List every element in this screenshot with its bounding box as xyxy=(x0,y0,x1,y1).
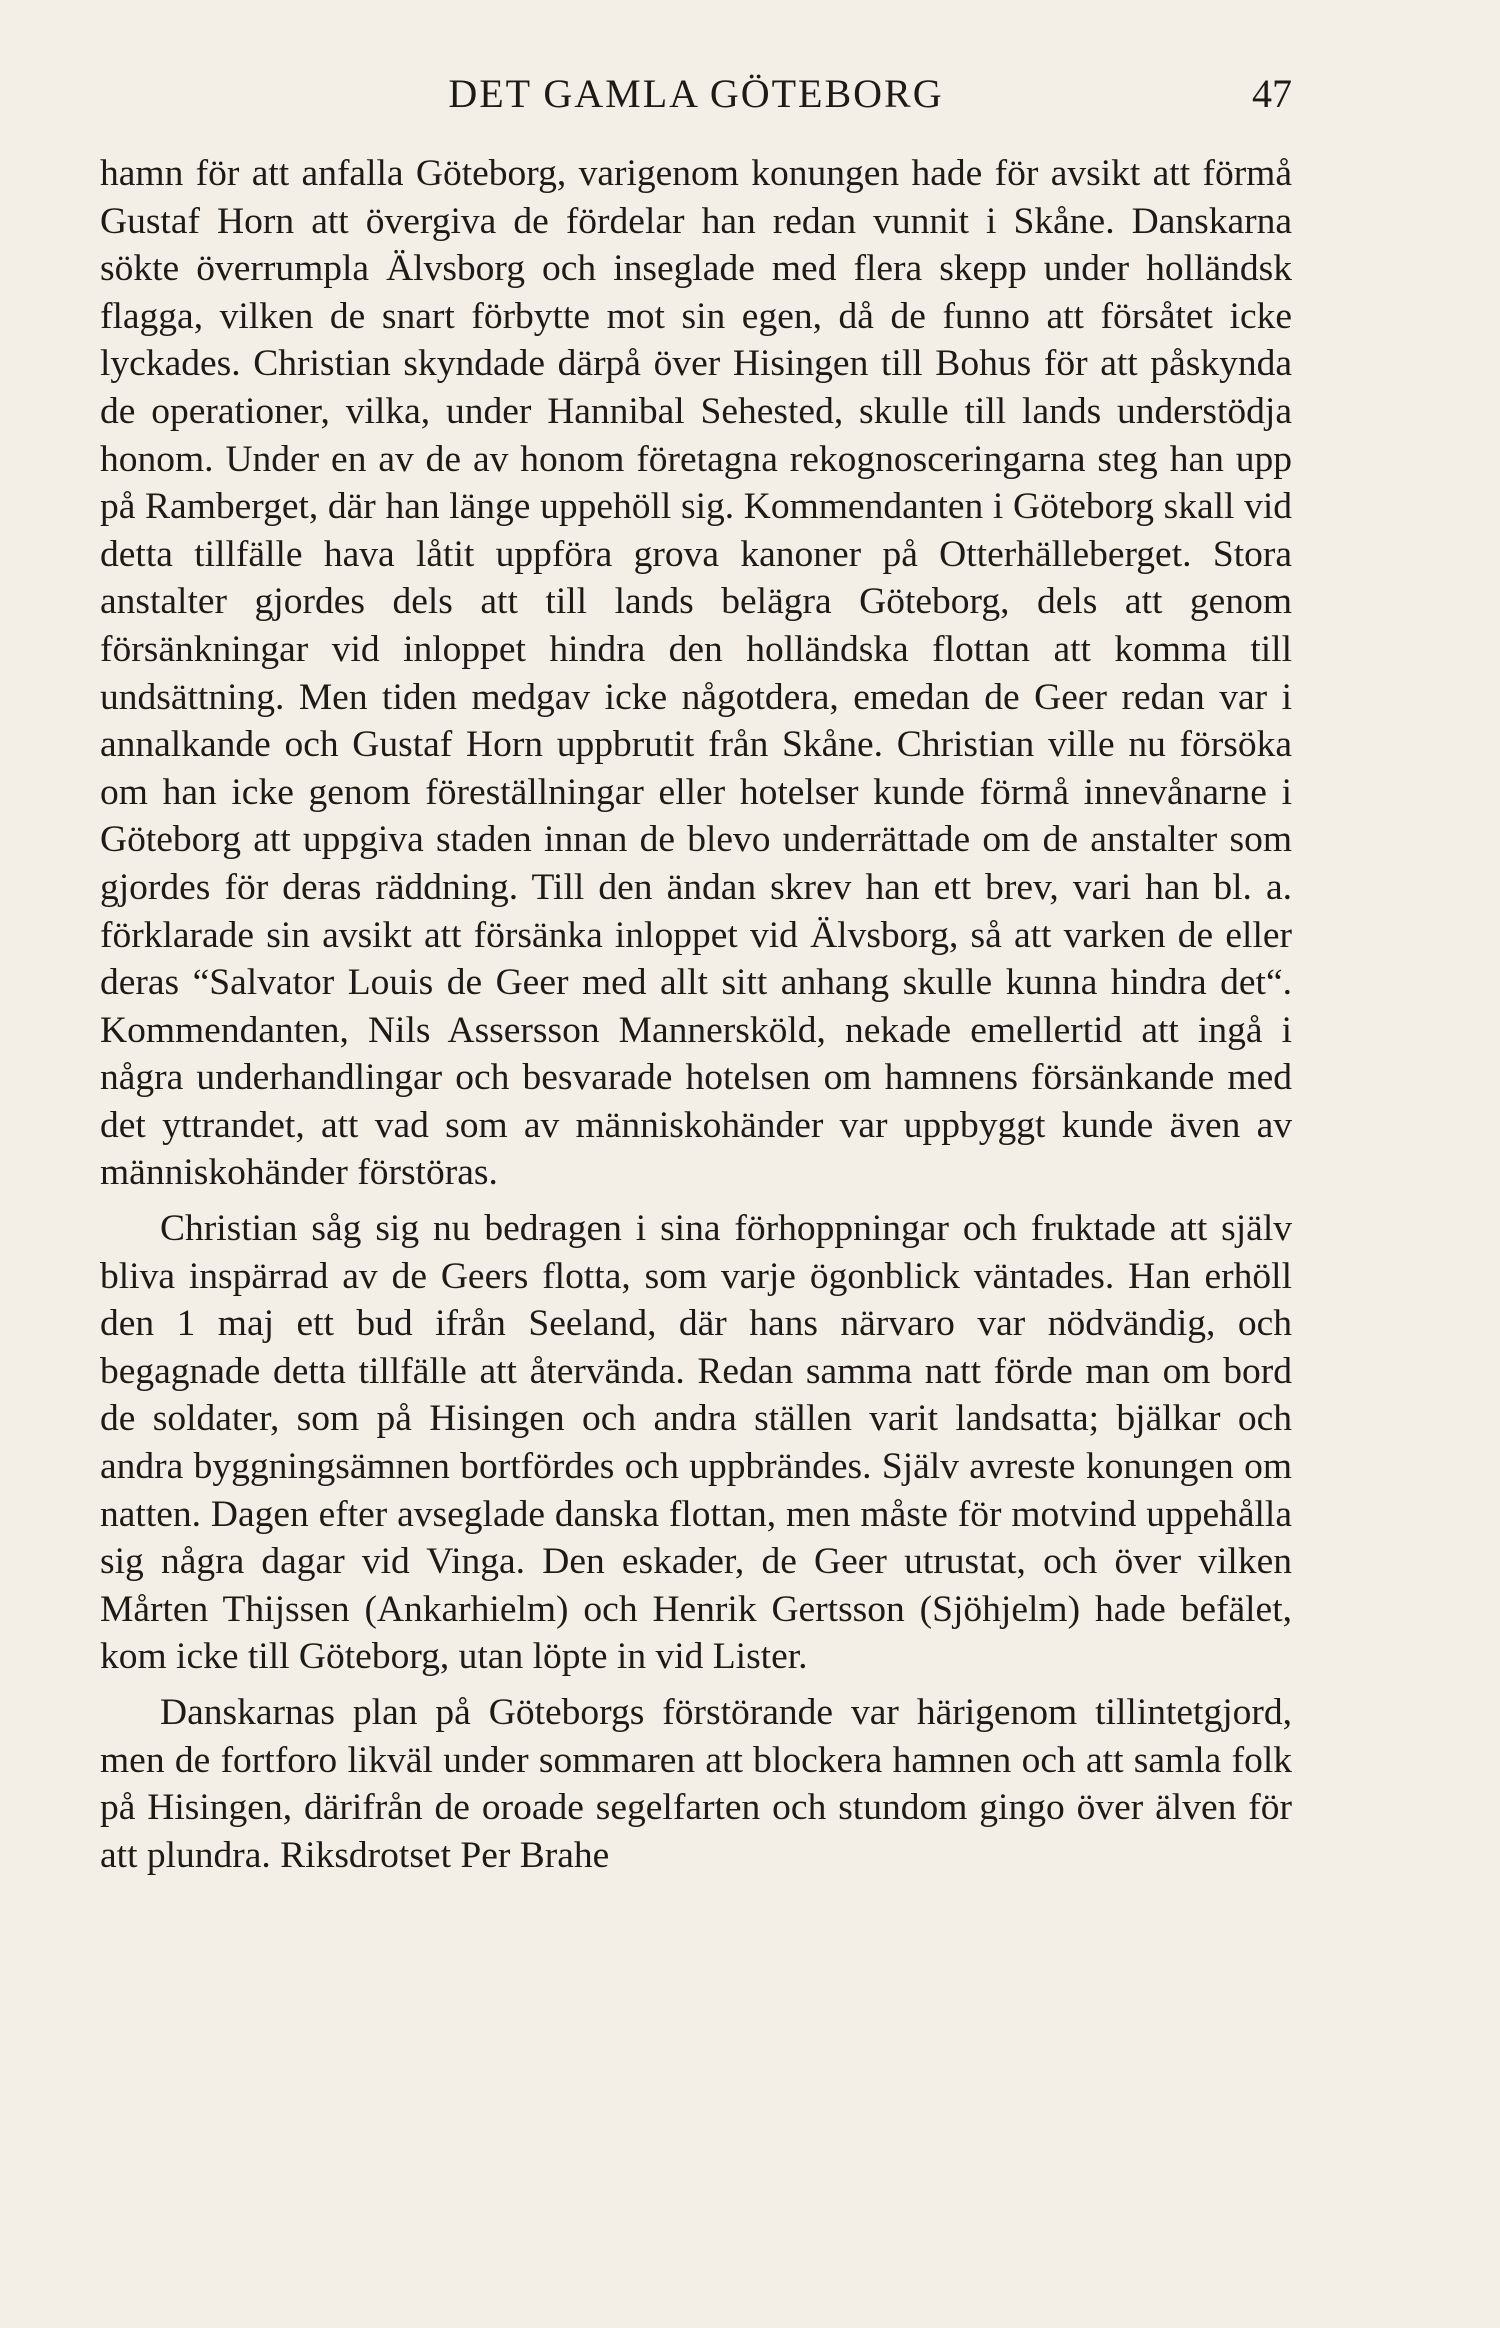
paragraph: Christian såg sig nu bedragen i sina förhoppningar och fruktade att själv bliva inspärrad av de Geers flotta, som varje ögonblick väntades. Han erhöll den 1 maj ett bud ifrån Seeland, där hans närvaro var nödvändig, och begagnade detta tillfälle att återvända. Redan samma natt förde man om bord de soldater, som på Hisingen och andra ställen varit landsatta; bjälkar och andra byggningsämnen bortfördes och uppbrändes. Själv avreste konungen om natten. Dagen efter avseglade danska flottan, men måste för motvind uppehålla sig några dagar vid Vinga. Den eskader, de Geer utrustat, och över vilken Mårten Thijssen (Ankarhielm) och Henrik Gertsson (Sjöhjelm) hade befälet, kom icke till Göteborg, utan löpte in vid Lister. xyxy=(100,1208,1292,1678)
running-head xyxy=(100,70,1292,130)
paragraph: Danskarnas plan på Göteborgs förstörande var härigenom tillintetgjord, men de fortforo likväl under sommaren att blockera hamnen och att samla folk på Hisingen, därifrån de oroade segelfarten och stundom gingo över älven för att plundra. Riksdrotset Per Brahe xyxy=(100,1692,1292,1876)
page-number: 47 xyxy=(1252,71,1292,116)
running-title: DET GAMLA GÖTEBORG xyxy=(448,71,944,116)
body-text xyxy=(100,150,1292,1879)
paragraph: hamn för att anfalla Göteborg, varigenom konungen hade för avsikt att förmå Gustaf Horn att övergiva de fördelar han redan vunnit i Skåne. Danskarna sökte överrumpla Älvsborg och inseglade med flera skepp under holländsk flagga, vilken de snart förbytte mot sin egen, då de funno att försåtet icke lyckades. Christian skyndade därpå över Hisingen till Bohus för att påskynda de operationer, vilka, under Hannibal Sehested, skulle till lands understödja honom. Under en av de av honom företagna rekognosceringarna steg han upp på Ramberget, där han länge uppehöll sig. Kommendanten i Göteborg skall vid detta tillfälle hava låtit uppföra grova kanoner på Otterhälleberget. Stora anstalter gjordes dels att till lands belägra Göteborg, dels att genom försänkningar vid inloppet hindra den holländska flottan att komma till undsättning. Men tiden medgav icke någotdera, emedan de Geer redan var i annalkande och Gustaf Horn uppbrutit från Skåne. Christian ville nu försöka om han icke genom föreställningar eller hotelser kunde förmå innevånarne i Göteborg att uppgiva staden innan de blevo underrättade om de anstalter som gjordes för deras räddning. Till den ändan skrev han ett brev, vari han bl. a. förklarade sin avsikt att försänka inloppet vid Älvsborg, så att varken de eller deras “Salvator Louis de Geer med allt sitt anhang skulle kunna hindra det“. Kommendanten, Nils Assersson Mannersköld, nekade emellertid att ingå i några underhandlingar och besvarade hotelsen om hamnens försänkande med det yttrandet, att vad som av människohänder var uppbyggt kunde även av människohänder förstöras. xyxy=(100,153,1292,1194)
